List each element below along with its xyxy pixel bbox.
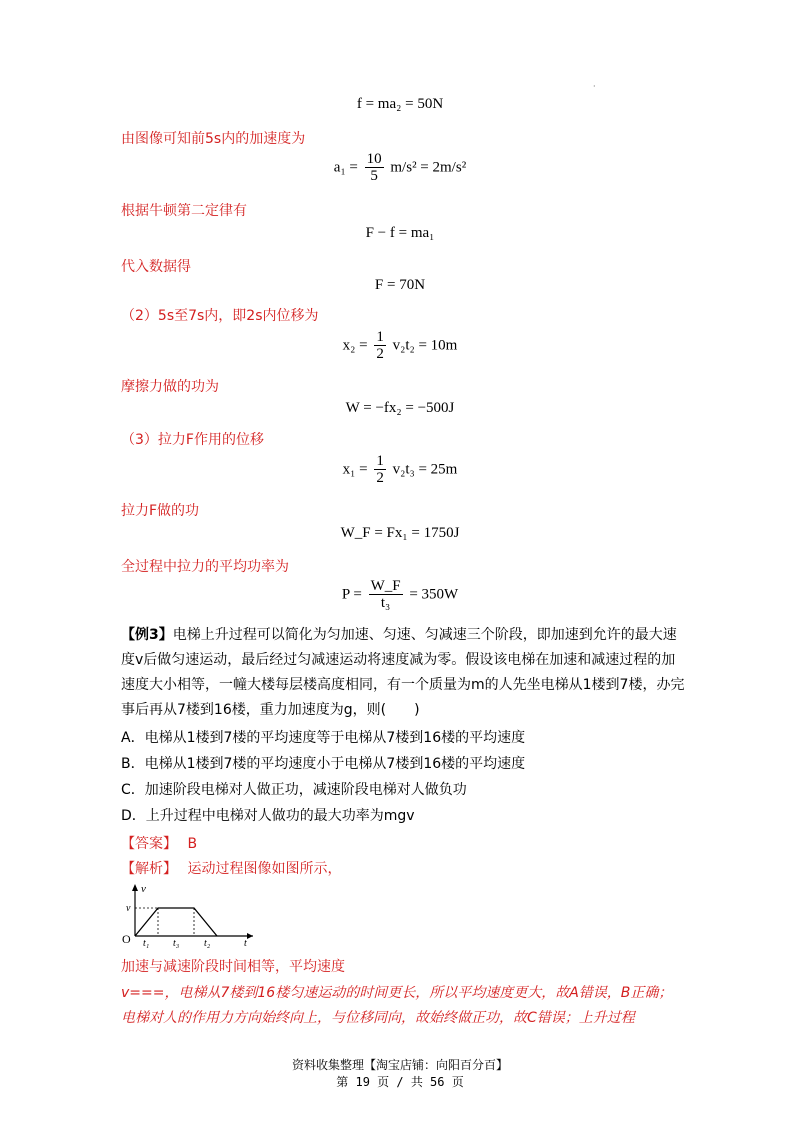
analysis-explanation: v===，电梯从7楼到16楼匀速运动的时间更长，所以平均速度更大，故A错误，B正确；电梯对人的作用力方向始终向上，与位移同向，故始终做正功，故C错误；上升过程 bbox=[121, 985, 673, 1026]
eq9-lhs: P = bbox=[341, 586, 362, 603]
answer-label: 【答案】 bbox=[121, 836, 177, 852]
eq9-fraction bbox=[369, 579, 403, 611]
eq2-fraction bbox=[365, 152, 384, 184]
text-friction-work: 摩擦力做的功为 bbox=[121, 379, 219, 395]
corner-mark: · bbox=[593, 82, 596, 91]
eq9-rhs: = 350W bbox=[409, 586, 459, 603]
text-part2-displacement: （2）5s至7s内，即2s内位移为 bbox=[121, 308, 319, 324]
eq5-fraction bbox=[374, 330, 386, 362]
eq7-fraction bbox=[374, 454, 386, 486]
eq5-denominator: 2 bbox=[376, 346, 384, 362]
eq7-rhs: v₂t₃ = 25m bbox=[392, 461, 458, 478]
example-3-question bbox=[121, 623, 686, 723]
option-a: A．电梯从1楼到7楼的平均速度等于电梯从7楼到16楼的平均速度 bbox=[121, 730, 526, 746]
equation-x2 bbox=[0, 330, 800, 362]
t-axis-label: t bbox=[244, 938, 247, 948]
t-axis-arrow bbox=[247, 933, 253, 939]
eq9-denominator: t₃ bbox=[380, 595, 391, 611]
equation-force: F = 70N bbox=[374, 277, 426, 293]
eq7-numerator: 1 bbox=[376, 453, 384, 469]
footer-page-number: 第 19 页 / 共 56 页 bbox=[336, 1075, 464, 1089]
v-tick-label: v bbox=[126, 903, 131, 914]
equation-a1 bbox=[0, 152, 800, 184]
eq2-numerator: 10 bbox=[366, 151, 382, 167]
eq2-denominator: 5 bbox=[370, 168, 378, 184]
eq2-lhs: a₁ = bbox=[333, 159, 358, 176]
answer-value: B bbox=[187, 836, 198, 852]
v-axis-arrow bbox=[132, 884, 138, 891]
eq2-rhs: m/s² = 2m/s² bbox=[390, 159, 467, 176]
v-axis-label: v bbox=[141, 883, 146, 895]
example-tag: 【例3】 bbox=[121, 627, 173, 643]
analysis-after: 加速与减速阶段时间相等，平均速度 bbox=[121, 959, 345, 975]
eq5-rhs: v₂t₂ = 10m bbox=[392, 337, 458, 354]
equation-work: W = −fx₂ = −500J bbox=[345, 400, 455, 416]
text-part3-displacement: （3）拉力F作用的位移 bbox=[121, 432, 264, 448]
option-b: B．电梯从1楼到7楼的平均速度小于电梯从7楼到16楼的平均速度 bbox=[121, 756, 526, 772]
vt-graph bbox=[118, 880, 258, 948]
eq9-numerator: W_F bbox=[370, 578, 401, 594]
t1-label: t₁ bbox=[143, 938, 150, 948]
footer-source: 资料收集整理【淘宝店铺：向阳百分百】 bbox=[291, 1058, 508, 1072]
equation-wf: W_F = Fx₁ = 1750J bbox=[340, 525, 460, 541]
analysis-text: 运动过程图像如图所示， bbox=[187, 861, 342, 877]
text-substitute: 代入数据得 bbox=[121, 259, 191, 275]
equation-newton: F − f = ma₁ bbox=[365, 225, 435, 241]
option-c: C．加速阶段电梯对人做正功，减速阶段电梯对人做负功 bbox=[121, 782, 467, 798]
text-average-power: 全过程中拉力的平均功率为 bbox=[121, 559, 289, 575]
analysis-label: 【解析】 bbox=[121, 861, 177, 877]
t2-label: t₂ bbox=[204, 938, 211, 948]
analysis-line bbox=[121, 857, 686, 882]
eq5-lhs: x₂ = bbox=[342, 337, 368, 354]
equation-x1 bbox=[0, 454, 800, 486]
example-text: 电梯上升过程可以简化为匀加速、匀速、匀减速三个阶段，即加速到允许的最大速度v后做匀速运动，最后经过匀减速运动将速度减为零。假设该电梯在加速和减速过程的加速度大小相等，一幢大楼每层楼高度相同，有一个质量为m的人先坐电梯从1楼到7楼，办完事后再从7楼到16楼，重力加速度为g，则( ) bbox=[121, 627, 685, 718]
eq5-numerator: 1 bbox=[376, 329, 384, 345]
text-newton-second-law: 根据牛顿第二定律有 bbox=[121, 203, 247, 219]
eq7-lhs: x₁ = bbox=[342, 461, 368, 478]
equation-power bbox=[0, 579, 800, 611]
text-pull-work: 拉力F做的功 bbox=[121, 503, 200, 519]
text-acceleration-first-5s: 由图像可知前5s内的加速度为 bbox=[121, 131, 306, 147]
equation-friction: f = ma₂ = 50N bbox=[356, 96, 444, 112]
velocity-curve bbox=[135, 908, 217, 936]
answer-line bbox=[121, 832, 686, 857]
t3-label: t₃ bbox=[173, 938, 180, 948]
option-d: D．上升过程中电梯对人做功的最大功率为mgv bbox=[121, 808, 415, 824]
eq7-denominator: 2 bbox=[376, 470, 384, 486]
origin-label: O bbox=[122, 932, 131, 946]
